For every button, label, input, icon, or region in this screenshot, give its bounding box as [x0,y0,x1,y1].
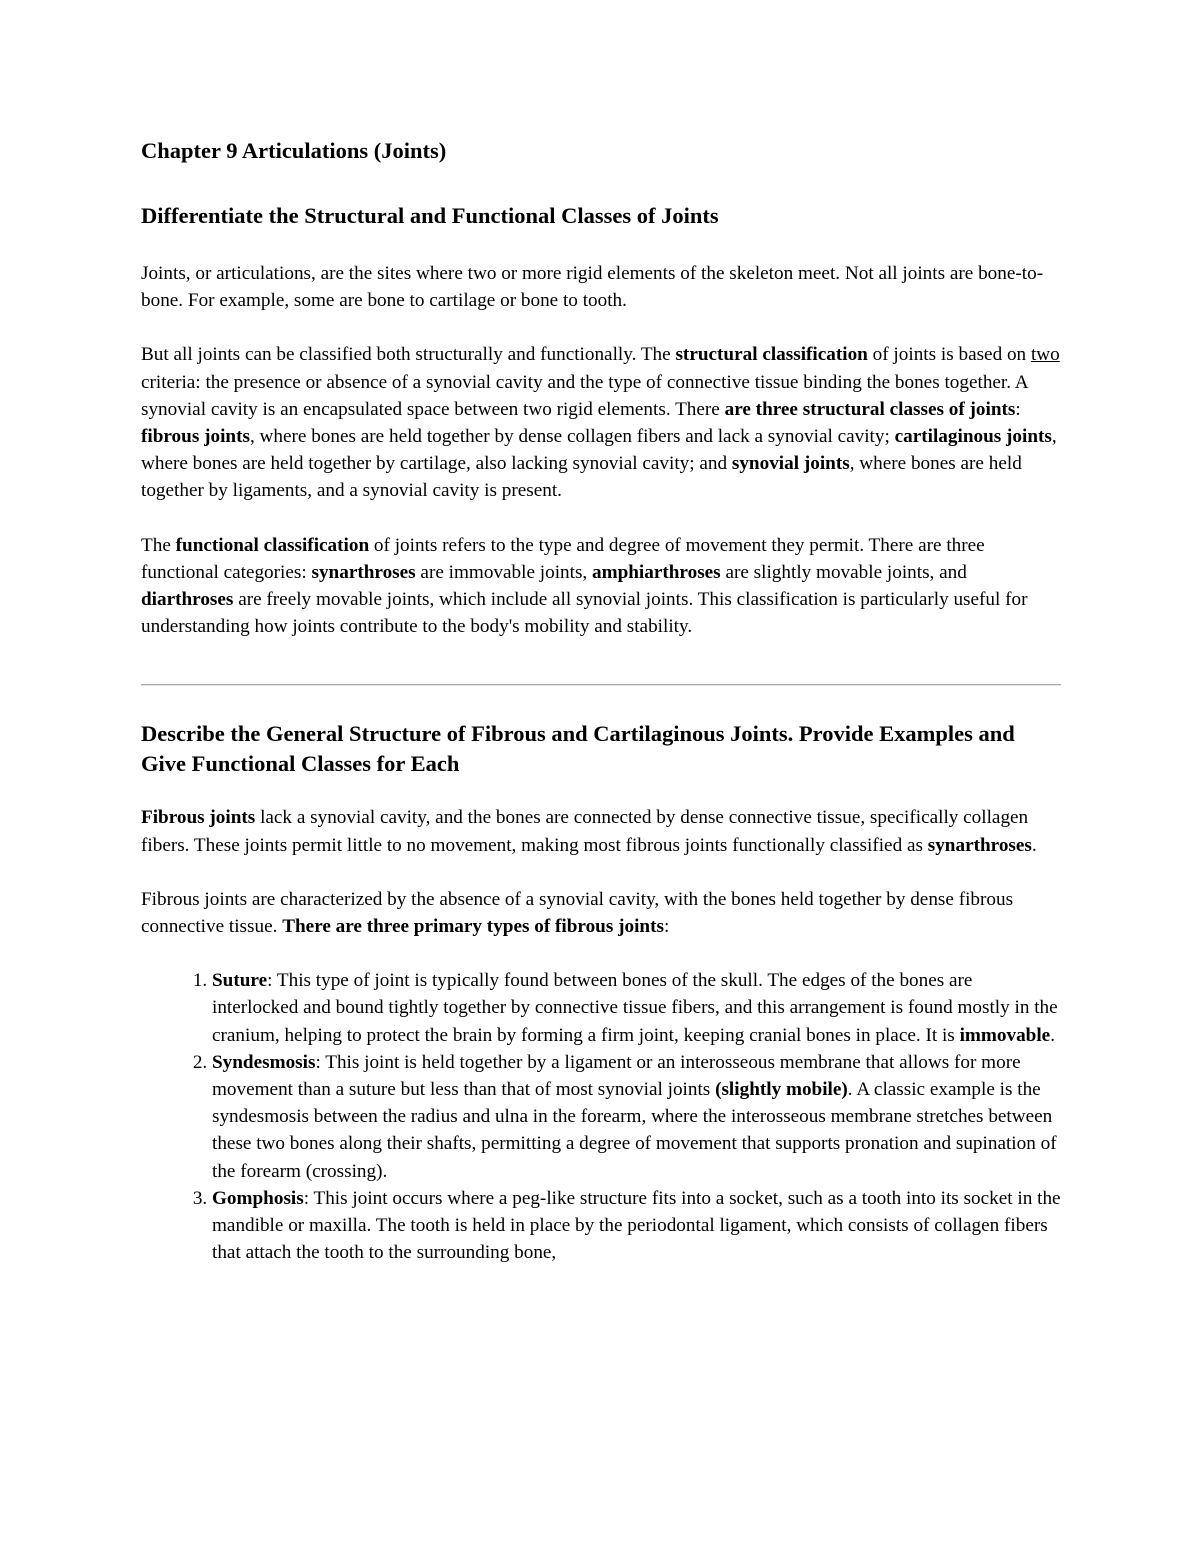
list-item-gomphosis [212,1185,1061,1267]
chapter-title: Chapter 9 Articulations (Joints) [141,138,447,163]
text-run: of joints is based on [867,344,1031,366]
text-run: , where bones are held together by dense collagen fibers and lack a synovial cavity; [249,426,895,448]
list-item-suture [212,967,1061,1049]
section1-heading: Differentiate the Structural and Functional Classes of Joints [141,203,719,228]
text-run: : This joint occurs where a peg-like structure fits into a socket, such as a tooth into its socket in the mandible or maxilla. The tooth is held in place by the periodontal ligament, which consists of collagen fibers that attach the tooth to the surrounding bone, [212,1187,1061,1264]
bold-term-diarthroses: diarthroses [141,589,234,611]
text-run: lack a synovial cavity, and the bones are connected by dense connective tissue, specifically collagen fibers. These joints permit little to no movement, making most fibrous joints functionally classified as [141,807,1029,856]
text-run: are immovable joints, [415,561,593,583]
bold-term-fibrous-joints: fibrous joints [141,426,250,448]
text-run: , where bones are held together by ligaments, and a synovial cavity is present. [141,453,1022,502]
bold-term-amphiarthroses: amphiarthroses [592,561,721,583]
text-run: are slightly movable joints, and [720,561,967,583]
underlined-word-two: two [1030,344,1060,366]
text-run: . A classic example is the syndesmosis between the radius and ulna in the forearm, where the interosseous membrane stretches between these two bones along their shafts, permitting a degree of movement that supports pronation and supination of the forearm (crossing). [212,1079,1057,1182]
document-content [141,136,1061,1266]
bold-term-cartilaginous-joints: cartilaginous joints [894,426,1052,448]
bold-term-synarthroses: synarthroses [311,561,416,583]
section1-para2 [141,341,1061,504]
fibrous-joint-types-list [141,967,1061,1266]
section2-para1 [141,804,1061,858]
list-term: Gomphosis [212,1187,304,1209]
section2-heading: Describe the General Structure of Fibrous and Cartilaginous Joints. Provide Examples and Give Functional Classes for Each [141,721,1015,777]
text-run: But all joints can be classified both structurally and functionally. The [141,344,676,366]
bold-term-synovial-joints: synovial joints [731,453,850,475]
text-run: , where bones are held together by cartilage, also lacking synovial cavity; and [141,426,1057,475]
bold-term-functional-classification: functional classification [175,534,370,556]
text-run: : [1015,398,1021,420]
text-run: of joints refers to the type and degree of movement they permit. There are three functional categories: [141,534,985,583]
bold-term-synarthroses: synarthroses [927,834,1032,856]
section1-para1: Joints, or articulations, are the sites where two or more rigid elements of the skeleton meet. Not all joints are bone-to-bone. For example, some are bone to cartilage or bone to tooth. [141,263,1044,312]
text-run: are freely movable joints, which include all synovial joints. This classification is particularly useful for understanding how joints contribute to the body's mobility and stability. [141,589,1028,638]
text-run: . [1050,1024,1055,1046]
list-term: Syndesmosis [212,1051,316,1073]
text-run: criteria: the presence or absence of a synovial cavity and the type of connective tissue binding the bones together. A synovial cavity is an encapsulated space between two rigid elements. There [141,371,1028,420]
section1-para3 [141,532,1061,641]
text-run: The [141,534,176,556]
bold-term-slightly-mobile: (slightly mobile) [715,1079,848,1101]
list-term: Suture [212,970,268,992]
bold-term-fibrous-joints: Fibrous joints [141,807,256,829]
list-item-syndesmosis [212,1049,1061,1185]
text-run: : [663,916,670,938]
text-run: . [1031,834,1037,856]
bold-phrase-three-fibrous-types: There are three primary types of fibrous joints [282,916,664,938]
text-run: Fibrous joints are characterized by the absence of a synovial cavity, with the bones held together by dense fibrous connective tissue. [141,888,1014,938]
bold-phrase-three-structural-classes: are three structural classes of joints [724,398,1016,420]
bold-term-immovable: immovable [959,1024,1051,1046]
bold-term-structural-classification: structural classification [675,344,868,366]
text-run: : This type of joint is typically found between bones of the skull. The edges of the bones are interlocked and bound tightly together by connective tissue fibers, and this arrangement is found mostly in the cranium, helping to protect the brain by forming a firm joint, keeping cranial bones in place. It is [212,970,1058,1046]
section2-para2 [141,886,1061,940]
text-run: : This joint is held together by a ligament or an interosseous membrane that allows for more movement than a suture but less than that of most synovial joints [212,1051,1021,1101]
